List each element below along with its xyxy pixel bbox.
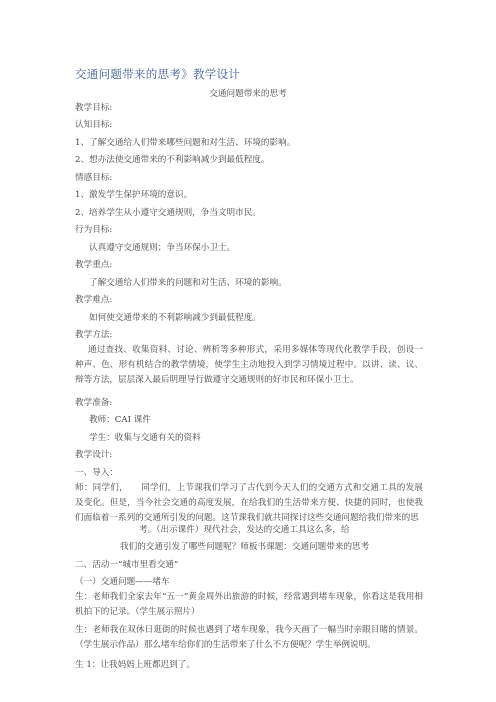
intro-heading: 一、导入： <box>75 468 118 478</box>
behavior-item-1: 认真遵守交通规则；争当环保小卫士。 <box>89 243 236 253</box>
design-heading: 教学设计: <box>75 450 113 460</box>
emotion-item-2: 2、培养学生从小遵守交通规则，争当文明市民。 <box>75 208 261 218</box>
emotion-heading: 情感目标: <box>75 173 113 183</box>
method-paragraph: 通过查找、收集资料、讨论、辨析等多种形式，采用多媒体等现代化教学手段，创设一种声、色、形有机结合的教学情境，使学生主动地投入到学习情境过程中。以讲、读、议、辩等方法，层层深入最后明理导行做遵守交通规则的好市民和环保小卫士。 <box>75 345 423 385</box>
student-1-line: 生 1：让我妈妈上班都迟到了。 <box>75 660 195 670</box>
key-heading: 教学重点: <box>75 260 113 270</box>
intro-paragraph: 师：同学们， 同学们，上节课我们学习了古代到今天人们的交通方式和交通工具的发展及变化。但是，当今社会交通的高度发展，在给我们的生活带来方便、快捷的同时，也使我们面临着一系列的交通所引发的问题。这节课我们就共同探讨这些交通问题给我们带来的思 <box>75 483 423 523</box>
activity-sub: （一）交通问题——堵车 <box>75 577 170 587</box>
cognitive-item-2: 2、想办法使交通带来的不利影响减少到最低程度。 <box>75 155 270 165</box>
student-paragraph-2: 生：老师我在双休日逛街的时候也遇到了堵车现象，我今天画了一幅当时亲眼目睹的情景。（学生展示作品）那么堵车给你们的生活带来了什么不方便呢？学生举例说明。 <box>75 625 423 650</box>
prep-student: 学生：收集与交通有关的资料 <box>89 433 201 443</box>
cognitive-item-1: 1、了解交通给人们带来哪些问题和对生活、环境的影响。 <box>75 138 296 148</box>
prep-teacher: 教师：CAI 课件 <box>89 415 151 425</box>
behavior-heading: 行为目标: <box>75 225 113 235</box>
difficult-heading: 教学难点: <box>75 295 113 305</box>
student-paragraph-1: 生：老师我们全家去年“五一”黄金周外出旅游的时候，经常遇到堵车现象，你看这是我用相机拍下的记录。（学生展示照片） <box>75 592 423 617</box>
goals-heading: 教学目标: <box>75 103 113 113</box>
document-title: 交通问题带来的思考》教学设计 <box>75 67 241 81</box>
difficult-item-1: 如何使交通带来的不利影响减少到最低程度。 <box>89 313 261 323</box>
method-heading: 教学方法: <box>75 330 113 340</box>
key-item-1: 了解交通给人们带来的问题和对生活、环境的影响。 <box>89 278 287 288</box>
emotion-item-1: 1、激发学生保护环境的意识。 <box>75 190 193 200</box>
cognitive-heading: 认知目标: <box>75 120 113 130</box>
intro-tail: 考。（出示课件）现代社会，发达的交通工具这么多，给 <box>139 525 350 535</box>
intro-tail-2: 我们的交通引发了哪些问题呢？师板书课题：交通问题带来的思考 <box>120 542 370 552</box>
document-subtitle: 交通问题带来的思考 <box>209 89 287 99</box>
prep-heading: 教学准备: <box>75 398 113 408</box>
activity-heading: 二、活动一“城市里看交通” <box>75 560 179 570</box>
